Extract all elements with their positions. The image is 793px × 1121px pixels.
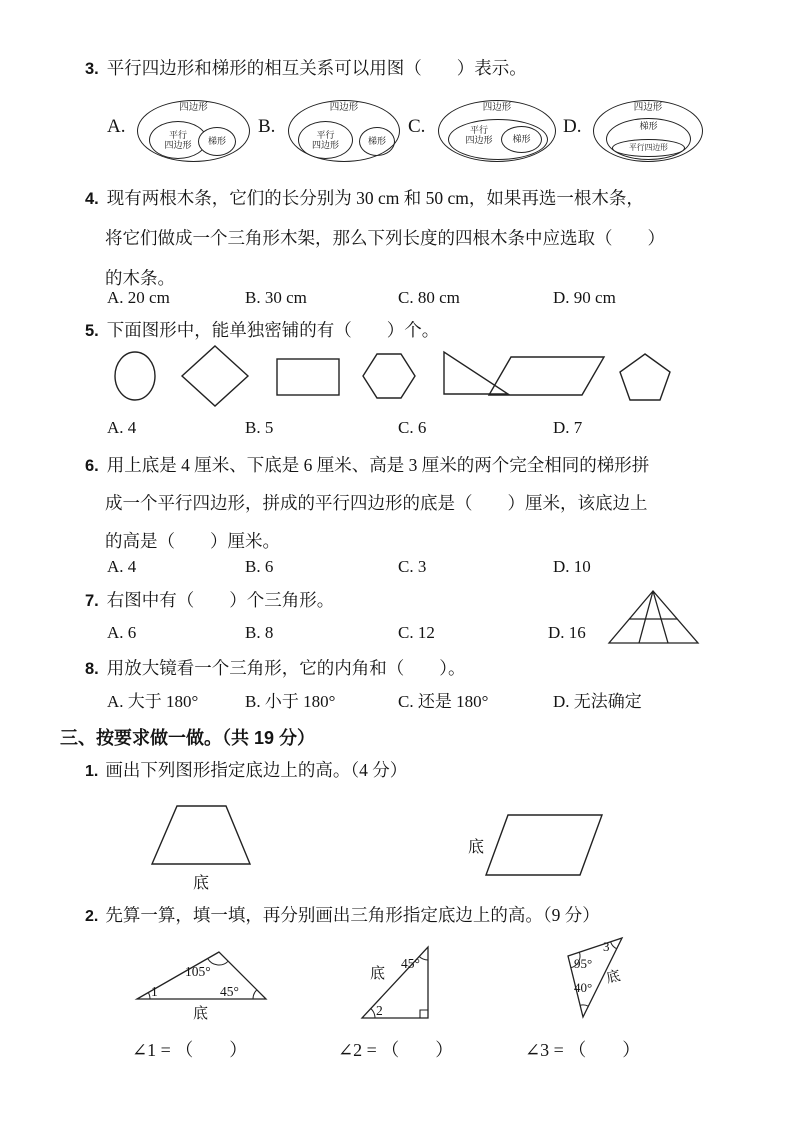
venn-right-label: 梯形 [207,136,226,147]
parallelogram-figure [466,806,618,884]
parallelogram-shape-icon [486,354,608,398]
angle-2-answer-blank: ∠2 = （ ） [338,1040,454,1060]
q5-option-d: D. 7 [553,418,583,437]
s3q1-number: 1. [85,763,99,780]
question-3-text: 平行四边形和梯形的相互关系可以用图（ ）表示。 [106,58,527,78]
q4-option-d: D. 90 cm [553,288,616,307]
q7-option-c: C. 12 [398,623,435,642]
q5-option-a: A. 4 [107,418,137,437]
venn-left-label-2: 四边形 [311,140,339,150]
question-6-line-3: 的高是（ ）厘米。 [105,531,280,551]
t1-base-label: 底 [193,1006,209,1022]
q7-triangle-figure [606,586,706,652]
venn-left-ellipse [298,121,353,159]
question-3-number: 3. [85,60,99,78]
q5-option-c: C. 6 [398,418,427,437]
q8-option-c: C. 还是 180° [398,692,489,711]
section3-question-1 [85,760,407,782]
venn-outer-ellipse [593,100,703,162]
q6-option-a: A. 4 [107,557,137,576]
q6-option-d: D. 10 [553,557,591,576]
t3-base-label: 底 [605,969,622,987]
venn-right-ellipse [359,127,395,156]
venn-right-label: 梯形 [367,136,386,147]
q5-option-b: B. 5 [245,418,274,437]
venn-left-label-2: 四边形 [465,135,493,146]
q7-option-b: B. 8 [245,623,274,642]
venn-right-ellipse [501,126,542,153]
t1-angle-right-label: 45° [220,984,239,999]
hexagon-shape-icon [360,352,418,400]
s3q2-text: 先算一算，填一填，再分别画出三角形指定底边上的高。（9 分） [105,905,600,925]
question-7-text: 右图中有（ ）个三角形。 [106,590,335,610]
option-b-label: B. [258,116,276,137]
q4-option-c: C. 80 cm [398,288,460,307]
venn-outer-ellipse [137,100,250,162]
triangle-2-figure [350,938,444,1026]
diamond-shape-icon [180,344,250,408]
venn-middle-label: 梯形 [639,121,658,131]
venn-outer-label: 四边形 [633,103,663,113]
t2-angle-top-label: 45° [401,956,420,971]
question-5 [85,320,439,342]
q6-option-c: C. 3 [398,557,427,576]
question-4 [85,188,644,210]
q7-option-a: A. 6 [107,623,137,642]
venn-outer-label: 四边形 [179,103,208,113]
venn-outer-label: 四边形 [482,103,512,113]
question-4-line-3: 的木条。 [105,268,175,288]
q3-option-c-diagram [408,100,556,162]
question-6-line-2: 成一个平行四边形，拼成的平行四边形的底是（ ）厘米，该底边上 [105,493,648,513]
venn-left-label-2: 四边形 [164,140,192,150]
section-3-title: 三、按要求做一做。（共 19 分） [60,728,316,748]
option-a-label: A. [107,116,126,137]
question-6-line-1: 用上底是 4 厘米、下底是 6 厘米、高是 3 厘米的两个完全相同的梯形拼 [106,455,650,475]
rectangle-shape-icon [274,356,342,398]
angle-3-answer-blank: ∠3 = （ ） [525,1040,641,1060]
question-5-number: 5. [85,322,99,340]
t3-angle-top-left-label: 95° [574,956,593,971]
question-7-number: 7. [85,592,99,610]
triangle-3-figure [548,926,638,1026]
question-5-text: 下面图形中，能单独密铺的有（ ）个。 [106,320,440,340]
q6-option-b: B. 6 [245,557,274,576]
t2-base-label: 底 [370,966,386,982]
venn-inner-label: 平行四边形 [629,142,668,152]
s3q1-text: 画出下列图形指定底边上的高。（4 分） [105,760,408,780]
venn-inner-ellipse [612,139,685,157]
t1-angle-left-label: 1 [151,984,158,999]
pentagon-shape-icon [618,352,672,402]
q8-option-d: D. 无法确定 [553,692,642,711]
venn-right-label: 梯形 [512,134,531,145]
q8-option-a: A. 大于 180° [107,692,199,711]
t2-angle-left-label: 2 [376,1003,383,1018]
t1-angle-apex-label: 105° [185,964,211,979]
trapezoid-figure [146,798,260,894]
question-6 [85,455,649,477]
triangle-1-figure [123,944,281,1026]
venn-left-label-1: 平行 [168,129,187,140]
parallelogram-base-label: 底 [468,839,485,856]
question-7 [85,590,334,612]
question-4-number: 4. [85,190,99,208]
q8-option-b: B. 小于 180° [245,692,336,711]
option-c-label: C. [408,116,426,137]
venn-left-label-1: 平行 [469,125,488,135]
q4-option-b: B. 30 cm [245,288,307,307]
t3-angle-top-right-label: 3 [603,939,610,954]
question-8-text: 用放大镜看一个三角形，它的内角和（ ）。 [106,658,466,678]
q3-option-b-diagram [258,100,400,162]
question-4-line-1: 现有两根木条，它们的长分别为 30 cm 和 50 cm，如果再选一根木条， [106,188,644,208]
q4-option-a: A. 20 cm [107,288,170,307]
t3-angle-bottom-label: 40° [574,980,593,995]
option-d-label: D. [563,116,582,137]
venn-left-label-1: 平行 [316,129,335,140]
s3q2-number: 2. [85,908,99,925]
venn-outer-ellipse [288,100,400,162]
question-6-number: 6. [85,457,99,475]
venn-outer-ellipse [438,100,556,162]
q7-option-d: D. 16 [548,623,586,642]
question-8 [85,658,466,680]
venn-right-ellipse [198,127,236,156]
q3-option-d-diagram [563,100,703,162]
venn-left-label [459,125,499,145]
circle-shape-icon [110,348,160,404]
q3-option-a-diagram [107,100,250,162]
venn-outer-label: 四边形 [329,103,359,113]
question-4-line-2: 将它们做成一个三角形木架，那么下列长度的四根木条中应选取（ ） [105,228,665,248]
angle-1-answer-blank: ∠1 = （ ） [132,1040,248,1060]
question-3 [85,58,527,80]
question-8-number: 8. [85,660,99,678]
trapezoid-base-label: 底 [193,875,210,892]
section3-question-2 [85,905,600,927]
